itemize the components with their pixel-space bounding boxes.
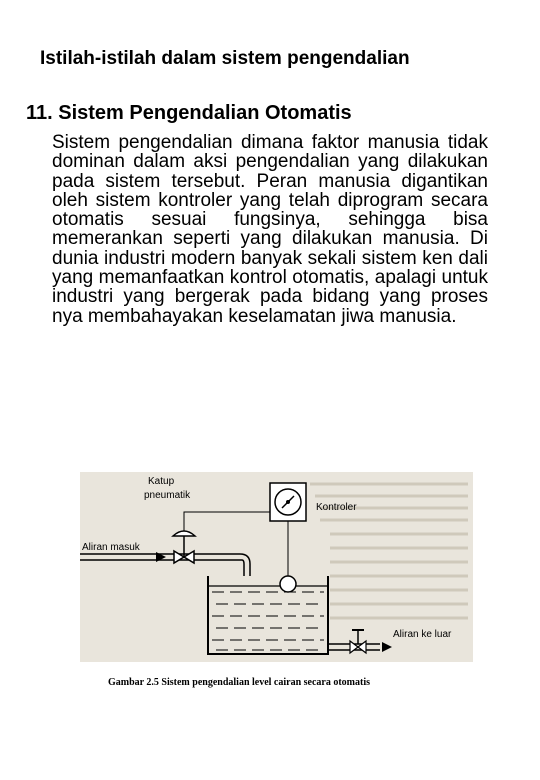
tank [208, 576, 328, 654]
level-control-diagram [80, 472, 473, 662]
float-sensor [280, 576, 296, 592]
section-heading: 11. Sistem Pengendalian Otomatis [26, 102, 352, 124]
label-aliran-masuk: Aliran masuk [82, 542, 140, 553]
controller-box [270, 483, 306, 521]
liquid-surface [212, 592, 324, 650]
outflow-arrow-icon [382, 642, 392, 652]
outlet-pipe [328, 630, 392, 653]
figure-caption: Gambar 2.5 Sistem pengendalian level cairan secara otomatis [108, 677, 371, 688]
level-control-figure [80, 472, 473, 662]
inlet-valve-icon [174, 551, 184, 563]
label-katup: Katup [148, 476, 175, 487]
inlet-pipe [80, 551, 250, 576]
slide-title: Istilah-istilah dalam sistem pengendalian [40, 48, 410, 69]
body-paragraph: Sistem pengendalian dimana faktor manusia tidak dominan dalam aksi pengendalian yang dilakukan pada sistem tersebut. Peran manusia digantikan oleh sistem kontroler yang telah diprogram secara otomatis sesuai fungsinya, sehingga bisa memerankan seperti yang dilakukan manusia. Di dunia industri modern banyak sekali sistem ken dali yang memanfaatkan kontrol otomatis, apalagi untuk industri yang bergerak pada bidang yang proses nya membahayakan keselamatan jiwa manusia. [52, 132, 488, 327]
outlet-valve-icon [350, 641, 358, 653]
label-pneumatik: pneumatik [144, 490, 191, 501]
label-kontroler: Kontroler [316, 502, 357, 513]
label-aliran-keluar: Aliran ke luar [393, 629, 452, 640]
